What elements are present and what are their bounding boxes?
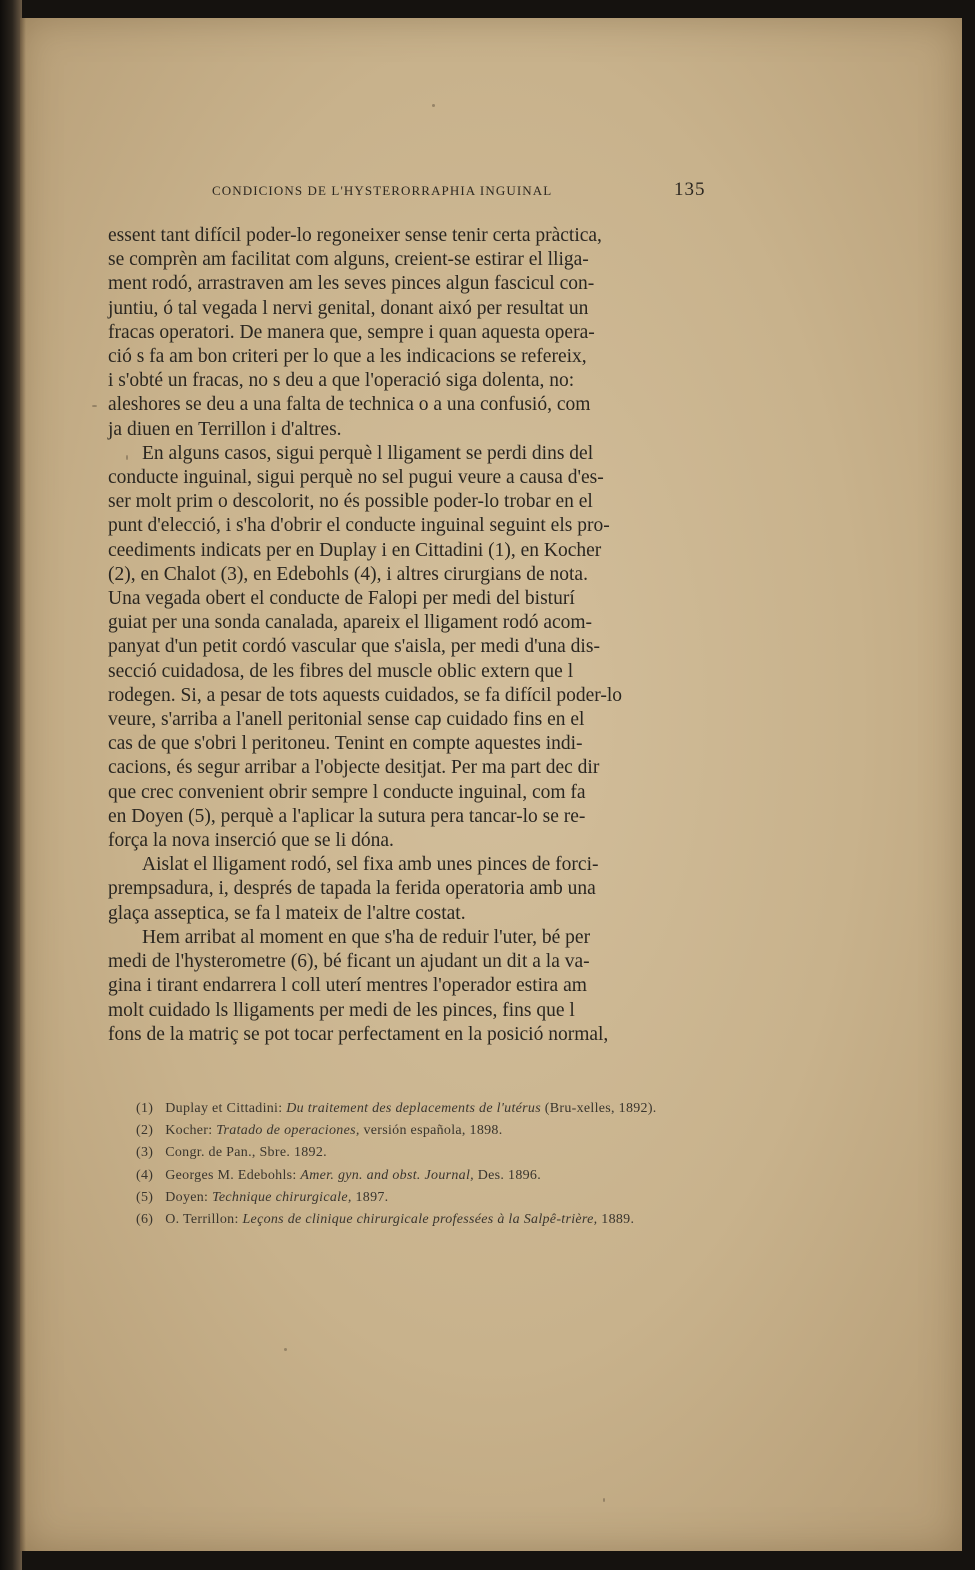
footnote-title: Technique chirurgicale, [212,1189,352,1205]
footnote-title: Amer. gyn. and obst. Journal, [300,1167,474,1183]
footnote-rest: 1897. [351,1189,389,1205]
footnote-author: Kocher: [165,1123,217,1139]
paper-speck [284,1348,287,1351]
footnote-rest: 1889. [597,1212,635,1228]
footnote [106,1120,704,1142]
footnote-number: (6) [136,1212,154,1228]
book-binding-edge [0,0,22,1570]
footnote [106,1142,704,1164]
paragraph: Aislat el lligament rodó, sel fixa amb unes pinces de forci- prempsadura, i, després de tapada la ferida operatoria amb una glaça asseptica, se fa l mateix de l'altre costat. [108,854,599,924]
footnote [106,1209,704,1231]
paper-speck [92,405,97,407]
footnote-author: Georges M. Edebohls: [165,1167,301,1183]
footnote-author: Duplay et Cittadini: [165,1101,287,1116]
footnote [106,1098,704,1120]
footnote-number: (2) [136,1123,154,1139]
footnote-rest: Des. 1896. [473,1167,542,1183]
running-title: CONDICIONS DE L'HYSTERORRAPHIA INGUINAL [212,183,553,198]
footnote-author: Doyen: [165,1189,213,1205]
paragraph: essent tant difícil poder-lo regoneixer sense tenir certa pràctica, se comprèn am facilitat com alguns, creient-se estirar el lliga- ment rodó, arrastraven am les seves pinces algun fascicul con- juntiu, ó tal vegada l nervi genital, donant aixó per resultat un fracas operatori. De manera que, sempre i quan aquesta opera- ció s fa am bon criteri per lo que a les indicacions se refereix, i s'obté un fracas, no s deu a que l'operació siga dolenta, no: aleshores se deu a una falta de technica o a una confusió, com ja diuen en Terrillon i d'altres. [108,225,602,440]
footnote-rest: versión española, 1898. [359,1123,503,1139]
page-number: 135 [674,179,706,200]
footnote-author: O. Terrillon: [165,1212,243,1228]
footnote-title: Tratado de operaciones, [216,1123,360,1139]
footnote [106,1165,704,1187]
footnote-number: (1) [136,1101,154,1116]
footnote-rest: (Bru-xelles, 1892). [540,1101,657,1116]
page-gutter-shadow [20,18,26,1551]
paragraph: Hem arribat al moment en que s'ha de reduir l'uter, bé per medi de l'hysterometre (6), bé ficant un ajudant un dit a la va- gina i tirant endarrera l coll uterí mentres l'operador estira am molt cuidado ls lligaments per medi de les pinces, fins que l fons de la matriç se pot tocar perfectament en la posició normal, [108,926,609,1045]
footnote-number: (4) [136,1167,154,1183]
paper-speck [603,1498,605,1502]
footnote [106,1187,704,1209]
footnote-title: Leçons de clinique chirurgicale professées à la Salpê-trière, [242,1212,598,1228]
footnote-author: Congr. de Pan., Sbre. 1892. [165,1145,327,1161]
footnotes [106,1098,704,1231]
footnote-number: (3) [136,1145,154,1161]
footnote-number: (5) [136,1189,154,1205]
paper-speck [432,104,435,107]
paragraph: En alguns casos, sigui perquè l lligament se perdi dins del conducte inguinal, sigui perquè no sel pugui veure a causa d'es- ser molt prim o descolorit, no és possible poder-lo trobar en el punt d'elecció, i s'ha d'obrir el conducte inguinal seguint els pro- ceediments indicats per en Duplay i en Cittadini (1), en Kocher (2), en Chalot (3), en Edebohls (4), i altres cirurgians de nota. Una vegada obert el conducte de Falopi per medi del bisturí guiat per una sonda canalada, apareix el lligament rodó acom- panyat d'un petit cordó vascular que s'aisla, per medi d'una dis- secció cuidadosa, de les fibres del muscle oblic extern que l rodegen. Si, a pesar de tots aquests cuidados, se fa difícil poder-lo veure, s'arriba a l'anell peritonial sense cap cuidado fins en el cas de que s'obri l peritoneu. Tenint en compte aquestes indi- cacions, és segur arribar a l'objecte desitjat. Per ma part dec dir que crec convenient obrir sempre l conducte inguinal, com fa en Doyen (5), perquè a l'aplicar la sutura pera tancar-lo se re- força la nova inserció que se li dóna. [108,442,623,852]
footnote-title: Du traitement des deplacements de l'utérus [286,1101,541,1116]
body-text [108,224,702,1047]
